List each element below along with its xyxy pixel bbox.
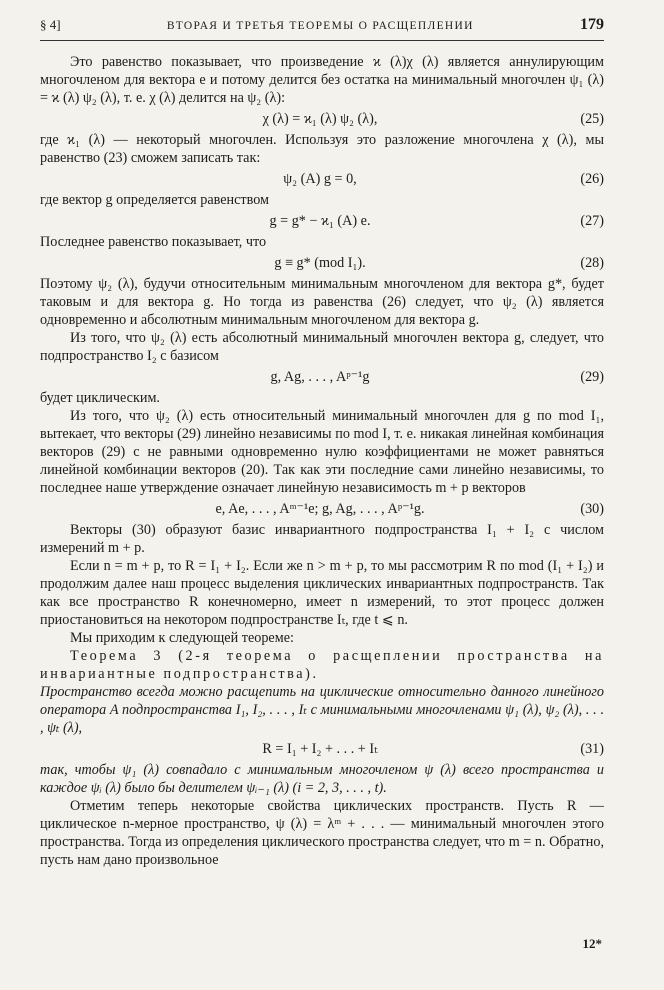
- paragraph: Это равенство показывает, что произведение ϰ (λ)χ (λ) является аннулирующим многочленом для вектора e и потому делится без остатка на минимальный многочлен ψ₁ (λ) = ϰ (λ) ψ₂ (λ), т. е. χ (λ) делится на ψ₂ (λ):: [40, 54, 604, 106]
- theorem-heading: Теорема 3 (2-я теорема о расщеплении пространства на инвариантные подпространства).: [40, 648, 604, 682]
- equation-number: (30): [580, 501, 604, 517]
- equation-formula: g = g* − ϰ₁ (A) e.: [269, 213, 371, 229]
- equation: [40, 209, 604, 233]
- paragraph: Мы приходим к следующей теореме:: [70, 630, 294, 646]
- page-number: 179: [580, 16, 604, 33]
- equation-number: (29): [580, 369, 604, 385]
- paragraph: Из того, что ψ₂ (λ) есть абсолютный минимальный многочлен вектора g, следует, что подпространство I₂ с базисом: [40, 330, 604, 364]
- equation: [40, 497, 604, 521]
- equation-number: (26): [580, 171, 604, 187]
- paragraph: Отметим теперь некоторые свойства циклических пространств. Пусть R — циклическое n-мерное пространство, ψ (λ) = λᵐ + . . . — минимальный многочлен этого пространства. Тогда из определения циклического пространства следует, что m = n. Обратно, пусть нам дано произвольное: [40, 798, 604, 868]
- running-title: ВТОРАЯ И ТРЕТЬЯ ТЕОРЕМЫ О РАСЩЕПЛЕНИИ: [166, 20, 474, 32]
- page-body: [40, 53, 604, 869]
- equation: [40, 167, 604, 191]
- paragraph: где ϰ₁ (λ) — некоторый многочлен. Используя это разложение многочлена χ (λ), мы равенство (23) сможем записать так:: [40, 132, 604, 166]
- equation-number: (28): [580, 255, 604, 271]
- paragraph: Если n = m + p, то R = I₁ + I₂. Если же n > m + p, то мы рассмотрим R по mod (I₁ + I₂) и продолжим далее наш процесс выделения циклических инвариантных подпространств. Так как все пространство R конечномерно, имеет n измерений, то этот процесс должен приостановиться на некотором подпространстве Iₜ, где t ⩽ n.: [40, 558, 604, 628]
- section-marker: § 4]: [40, 17, 61, 32]
- equation: [40, 251, 604, 275]
- paragraph: Векторы (30) образуют базис инвариантного подпространства I₁ + I₂ с числом измерений m + p.: [40, 522, 604, 556]
- equation-formula: g, Ag, . . . , Aᵖ⁻¹g: [270, 369, 370, 385]
- paragraph: Поэтому ψ₂ (λ), будучи относительным минимальным многочленом для вектора g*, будет таковым и для вектора g. Но тогда из равенства (26) следует, что ψ₂ (λ) является одновременно и абсолютным минимальным многочленом для вектора g.: [40, 276, 604, 328]
- equation-formula: ψ₂ (A) g = 0,: [283, 171, 357, 187]
- equation: [40, 107, 604, 131]
- theorem-statement: Пространство всегда можно расщепить на циклические относительно данного линейного оператора A подпространства I₁, I₂, . . . , Iₜ с минимальными многочленами ψ₁ (λ), ψ₂ (λ), . . . , ψₜ (λ),: [40, 684, 604, 736]
- equation-formula: R = I₁ + I₂ + . . . + Iₜ: [262, 741, 378, 757]
- equation: [40, 737, 604, 761]
- equation-number: (31): [580, 741, 604, 757]
- equation-formula: g ≡ g* (mod I₁).: [274, 255, 366, 271]
- paragraph: Из того, что ψ₂ (λ) есть относительный минимальный многочлен для g по mod I₁, вытекает, что векторы (29) линейно независимы по mod I, т. е. никакая линейная комбинация векторов (29) с не равными одновременно нулю коэффициентами не может равняться линейной комбинации векторов (20). Так как эти последние сами линейно независимы, то последнее наше утверждение означает линейную независимость m + p векторов: [40, 408, 604, 496]
- equation-formula: e, Ae, . . . , Aᵐ⁻¹e; g, Ag, . . . , Aᵖ⁻¹g.: [215, 501, 425, 517]
- paragraph: будет циклическим.: [40, 390, 160, 406]
- equation-number: (25): [580, 111, 604, 127]
- paragraph: где вектор g определяется равенством: [40, 192, 270, 208]
- equation-number: (27): [580, 213, 604, 229]
- theorem-statement: так, чтобы ψ₁ (λ) совпадало с минимальным многочленом ψ (λ) всего пространства и каждое ψᵢ (λ) было бы делителем ψᵢ₋₁ (λ) (i = 2, 3, . . . , t).: [40, 762, 604, 796]
- running-header: [40, 16, 604, 41]
- equation-formula: χ (λ) = ϰ₁ (λ) ψ₂ (λ),: [262, 111, 378, 127]
- signature-mark: 12*: [582, 936, 602, 951]
- equation: [40, 365, 604, 389]
- paragraph: Последнее равенство показывает, что: [40, 234, 267, 250]
